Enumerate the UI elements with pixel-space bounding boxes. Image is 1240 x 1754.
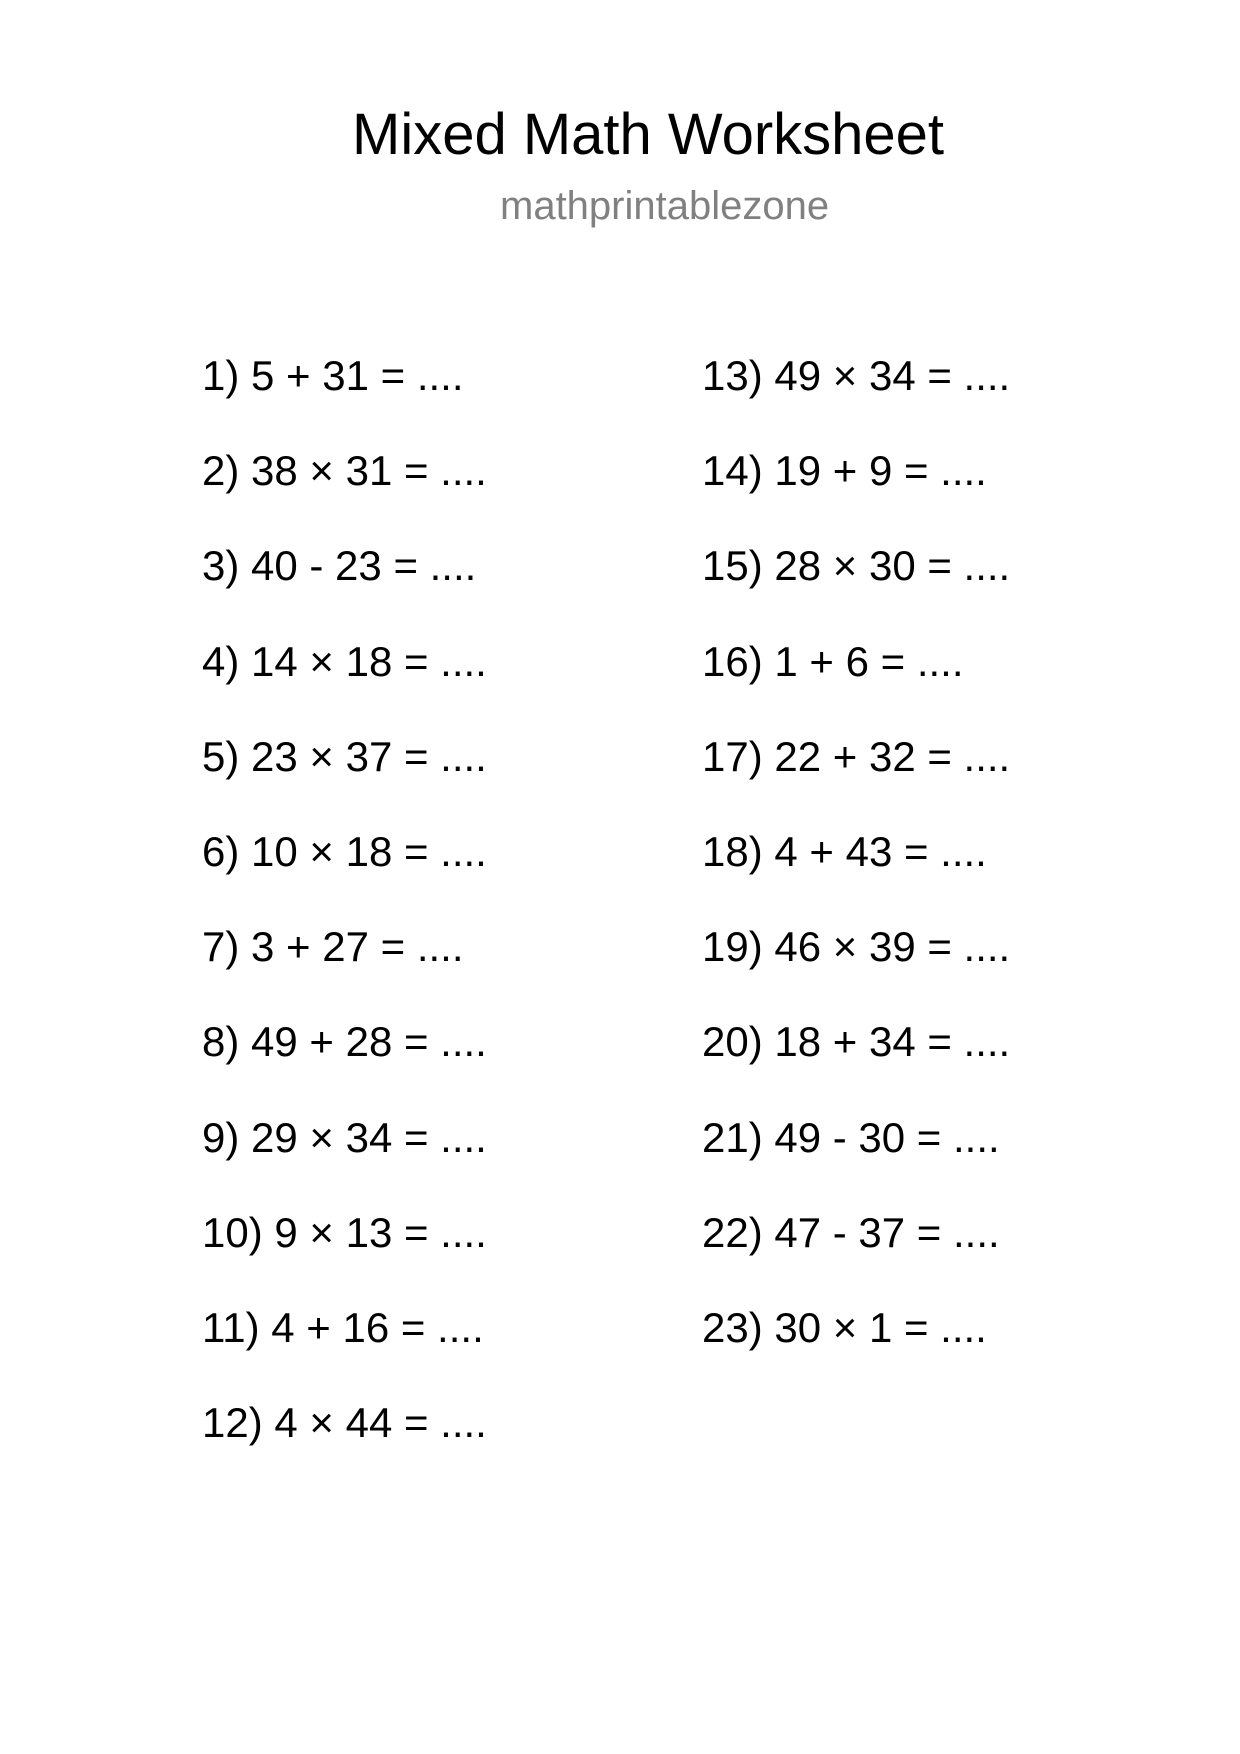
problem-item: 16) 1 + 6 = .... <box>702 637 964 685</box>
problem-item: 15) 28 × 30 = .... <box>702 542 1011 590</box>
problem-item: 4) 14 × 18 = .... <box>202 637 487 685</box>
worksheet-subtitle: mathprintablezone <box>500 184 830 228</box>
problem-item: 21) 49 - 30 = .... <box>702 1113 1000 1161</box>
problem-item: 23) 30 × 1 = .... <box>702 1303 987 1351</box>
problem-item: 5) 23 × 37 = .... <box>202 732 487 780</box>
problem-item: 20) 18 + 34 = .... <box>702 1018 1011 1066</box>
problem-item: 18) 4 + 43 = .... <box>702 827 987 875</box>
problem-item: 7) 3 + 27 = .... <box>202 923 464 971</box>
problem-item: 8) 49 + 28 = .... <box>202 1018 487 1066</box>
problem-item: 19) 46 × 39 = .... <box>702 923 1011 971</box>
problem-item: 9) 29 × 34 = .... <box>202 1113 487 1161</box>
problem-column-right <box>702 348 1010 1395</box>
problem-item: 22) 47 - 37 = .... <box>702 1208 1000 1256</box>
worksheet-title: Mixed Math Worksheet <box>352 102 945 167</box>
problem-item: 14) 19 + 9 = .... <box>702 447 987 495</box>
problem-item: 1) 5 + 31 = .... <box>202 352 464 399</box>
problem-item: 11) 4 + 16 = .... <box>202 1303 484 1351</box>
problem-item: 17) 22 + 32 = .... <box>702 732 1011 780</box>
problem-item: 3) 40 - 23 = .... <box>202 542 477 590</box>
problem-item: 6) 10 × 18 = .... <box>202 827 487 875</box>
problem-item: 12) 4 × 44 = .... <box>202 1399 487 1447</box>
problem-item: 13) 49 × 34 = .... <box>702 352 1011 399</box>
problem-item: 2) 38 × 31 = .... <box>202 447 487 495</box>
problem-column-left <box>202 348 487 1490</box>
problem-item: 10) 9 × 13 = .... <box>202 1208 487 1256</box>
